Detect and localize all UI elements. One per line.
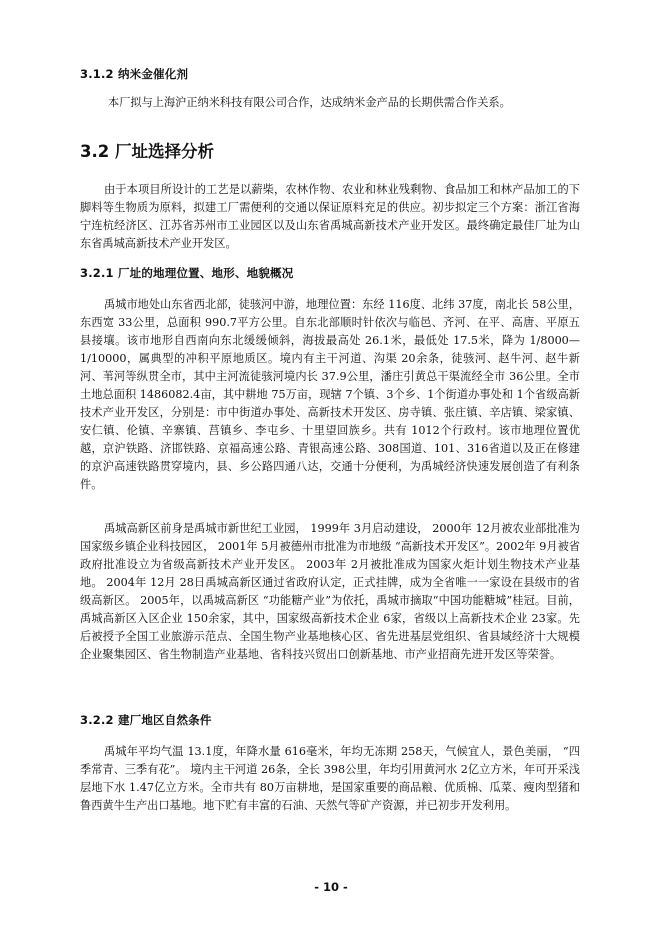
section-3-2-heading: 3.2 厂址选择分析 [80,142,214,161]
section-3-1-2-heading: 3.1.2 纳米金催化剂 [80,67,189,81]
section-3-2-paragraph: 由于本项目所设计的工艺是以薪柴，农林作物、农业和林业残剩物、食品加工和林产品加工的下脚料等生物质为原料，拟建工厂需便利的交通以保证原料充足的供应。初步拟定三个方案：浙江省海宁连杭经济区、江苏省苏州市工业园区以及山东省禹城高新技术产业开发区。最终确定最佳厂址为山东省禹城高新技术产业开发区。 [80,183,580,250]
page-number: - 10 - [314,880,348,894]
section-3-2-2-heading: 3.2.2 建厂地区自然条件 [80,713,212,727]
section-3-2-2-paragraph: 禹城年平均气温 13.1度，年降水量 616毫米，年均无冻期 258天，气候宜人，景色美丽， “四季常青、三季有花”。 境内主干河道 26条，全长 398公里，年均引用黄河水 2亿立方米，年可开采浅层地下水 1.47亿立方米。全市共有 80万亩耕地，是国家重要的商品粮、优质棉、瓜菜、瘦肉型猪和鲁西黄牛生产出口基地。地下贮有丰富的石油、天然气等矿产资源，并已初步开发利用。 [80,745,580,812]
section-3-1-2-paragraph: 本厂拟与上海沪正纳米科技有限公司合作，达成纳米金产品的长期供需合作关系。 [108,96,511,109]
section-3-2-1-heading: 3.2.1 厂址的地理位置、地形、地貌概况 [80,266,294,280]
section-3-2-1-paragraph-1: 禹城市地处山东省西北部，徒骇河中游，地理位置：东经 116度、北纬 37度，南北长 58公里，东西宽 33公里，总面积 990.7平方公里。自东北部顺时针依次与临邑、齐河、在平、高唐、平原五县接壤。该市地形自西南向东北缓缓倾斜，海拔最高处 26.1米，最低处 17.5米，降为 1/8000—1/10000，属典型的冲积平原地质区。境内有主干河道、沟渠 20余条，徒骇河、赵牛河、赵牛新河、苇河等纵贯全市，其中主河流徒骇河境内长 37.9公里，潘庄引黄总干渠流经全市 36公里。全市土地总面积 1486082.4亩，其中耕地 75万亩，现辖 7个镇、3个乡、1个街道办事处和 1个省级高新技术产业开发区，分别是：市中街道办事处、高新技术开发区、房寺镇、张庄镇、辛店镇、梁家镇、安仁镇、伦镇、辛寨镇、莒镇乡、李屯乡、十里望回族乡。共有 1012个行政村。该市地理位置优越，京沪铁路、济邯铁路、京福高速公路、青银高速公路、308国道、101、316省道以及正在修建的京沪高速铁路贯穿境内，县、乡公路四通八达，交通十分便利，为禹城经济快速发展创造了有利条件。 [80,298,580,491]
section-3-2-1-paragraph-2: 禹城高新区前身是禹城市新世纪工业园， 1999年 3月启动建设， 2000年 12月被农业部批准为国家级乡镇企业科技园区， 2001年 5月被德州市批准为市地级 “高新技术开发区”。2002年 9月被省政府批准设立为省级高新技术产业开发区。 2003年 2月被批准成为国家火炬计划生物技术产业基地。 2004年 12月 28日禹城高新区通过省政府认定，正式挂牌，成为全省唯一一家设在县级市的省级高新区。 2005年，以禹城高新区 “功能糖产业”为依托，禹城市摘取“中国功能糖城”桂冠。目前，禹城高新区入区企业 150余家，其中，国家级高新技术企业 6家，省级以上高新技术企业 23家。先后被授予全国工业旅游示范点、全国生物产业基地核心区、省先进基层党组织、省县域经济十大规模企业聚集园区、省生物制造产业基地、省科技兴贸出口创新基地、市产业招商先进开发区等荣誉。 [80,522,580,661]
